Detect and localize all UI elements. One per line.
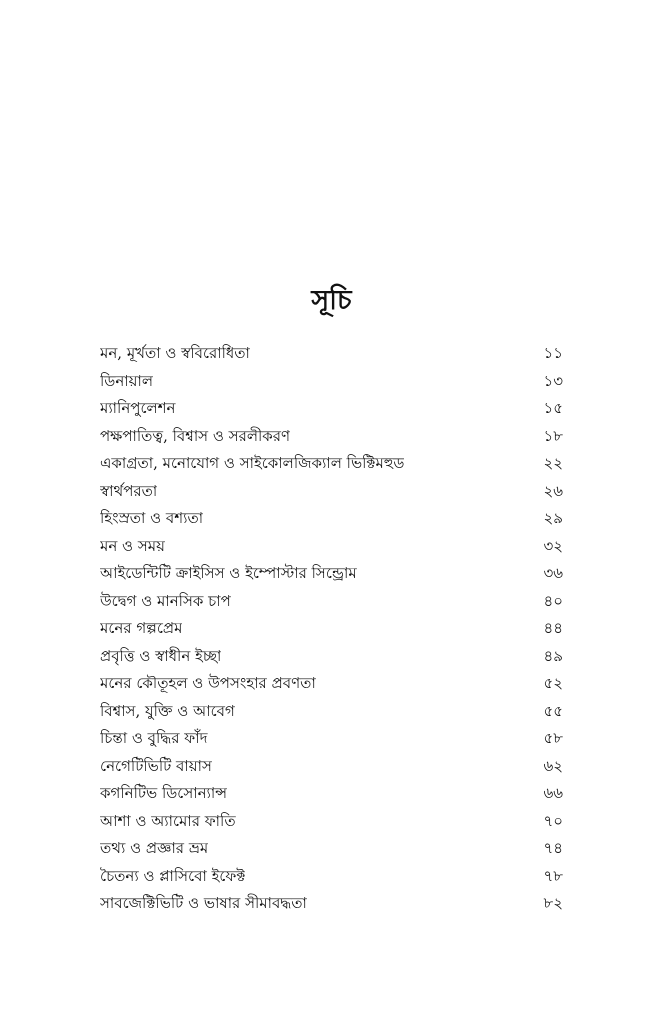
toc-entry-page-number: ৫৮ [543,729,563,747]
toc-entry [100,863,563,891]
toc-entry-title: তথ্য ও প্রজ্ঞার ভ্রম [100,839,209,857]
toc-entry-page-number: ১৩ [543,371,563,390]
toc-entry-title: কগনিটিভ ডিসোন্যান্স [100,784,228,802]
toc-entry [100,725,563,753]
toc-entry [100,835,563,863]
toc-entry-title: একাগ্রতা, মনোযোগ ও সাইকোলজিক্যাল ভিক্টিমহুড [100,454,405,472]
toc-entry [100,395,563,423]
toc-entry-page-number: ২৬ [543,481,563,500]
toc-entry-page-number: ৩২ [543,536,563,555]
page-title: সূচি [311,285,352,316]
toc-entry-page-number: ১৮ [543,426,563,445]
toc-entry-title: উদ্বেগ ও মানসিক চাপ [100,591,231,610]
toc-entry-page-number: ৪৪ [543,619,563,637]
toc-entry [100,450,563,478]
toc-entry-page-number: ১৫ [543,399,563,417]
toc-entry-title: মন, মূর্খতা ও স্ববিরোধিতা [100,344,250,362]
toc-entry-title: মনের কৌতূহল ও উপসংহার প্রবণতা [100,674,316,692]
toc-entry [100,643,563,671]
toc-entry-title: মনের গল্পপ্রেম [100,619,183,637]
toc-entry [100,533,563,561]
toc-entry [100,588,563,616]
toc-entry-page-number: ৪০ [543,591,563,610]
toc-entry [100,753,563,781]
toc-entry-title: মন ও সময় [100,536,165,555]
toc-entry-page-number: ১১ [543,344,563,362]
toc-entry-page-number: ২৯ [543,509,563,527]
toc-entry-title: আশা ও অ্যামোর ফাতি [100,811,236,830]
toc-entry-page-number: ৭০ [543,811,563,830]
table-of-contents [100,340,563,918]
toc-entry-page-number: ৩৬ [543,564,563,582]
toc-entry-page-number: ৭৮ [543,866,563,885]
toc-entry-page-number: ৪৯ [543,646,563,665]
toc-entry [100,560,563,588]
toc-entry-page-number: ৮২ [543,894,563,912]
toc-entry-title: চৈতন্য ও প্লাসিবো ইফেক্ট [100,866,246,885]
toc-entry [100,670,563,698]
toc-entry-title: চিন্তা ও বুদ্ধির ফাঁদ [100,729,208,747]
toc-entry-page-number: ৫২ [543,674,563,692]
toc-entry-page-number: ৬২ [543,756,563,775]
toc-entry [100,340,563,368]
toc-entry-title: ম্যানিপুলেশন [100,399,176,417]
toc-entry [100,808,563,836]
toc-entry [100,368,563,396]
toc-entry-title: প্রবৃত্তি ও স্বাধীন ইচ্ছা [100,646,222,665]
toc-entry [100,505,563,533]
toc-entry-title: নেগেটিভিটি বায়াস [100,756,212,775]
toc-entry [100,615,563,643]
toc-entry [100,478,563,506]
toc-entry [100,698,563,726]
toc-entry-page-number: ২২ [543,454,563,472]
toc-entry [100,780,563,808]
toc-entry-page-number: ৬৬ [543,784,563,802]
toc-entry-title: পক্ষপাতিত্ব, বিশ্বাস ও সরলীকরণ [100,426,291,445]
toc-entry-title: হিংস্রতা ও বশ্যতা [100,509,204,527]
toc-entry-title: স্বার্থপরতা [100,481,158,500]
toc-entry-title: বিশ্বাস, যুক্তি ও আবেগ [100,701,235,720]
toc-entry-title: ডিনায়াল [100,371,153,390]
toc-entry [100,423,563,451]
toc-entry-page-number: ৫৫ [543,701,563,720]
toc-entry-title: আইডেন্টিটি ক্রাইসিস ও ইম্পোস্টার সিন্ড্রোম [100,564,357,582]
toc-entry-page-number: ৭৪ [543,839,563,857]
toc-entry [100,890,563,918]
toc-entry-title: সাবজেক্টিভিটি ও ভাষার সীমাবদ্ধতা [100,894,307,912]
